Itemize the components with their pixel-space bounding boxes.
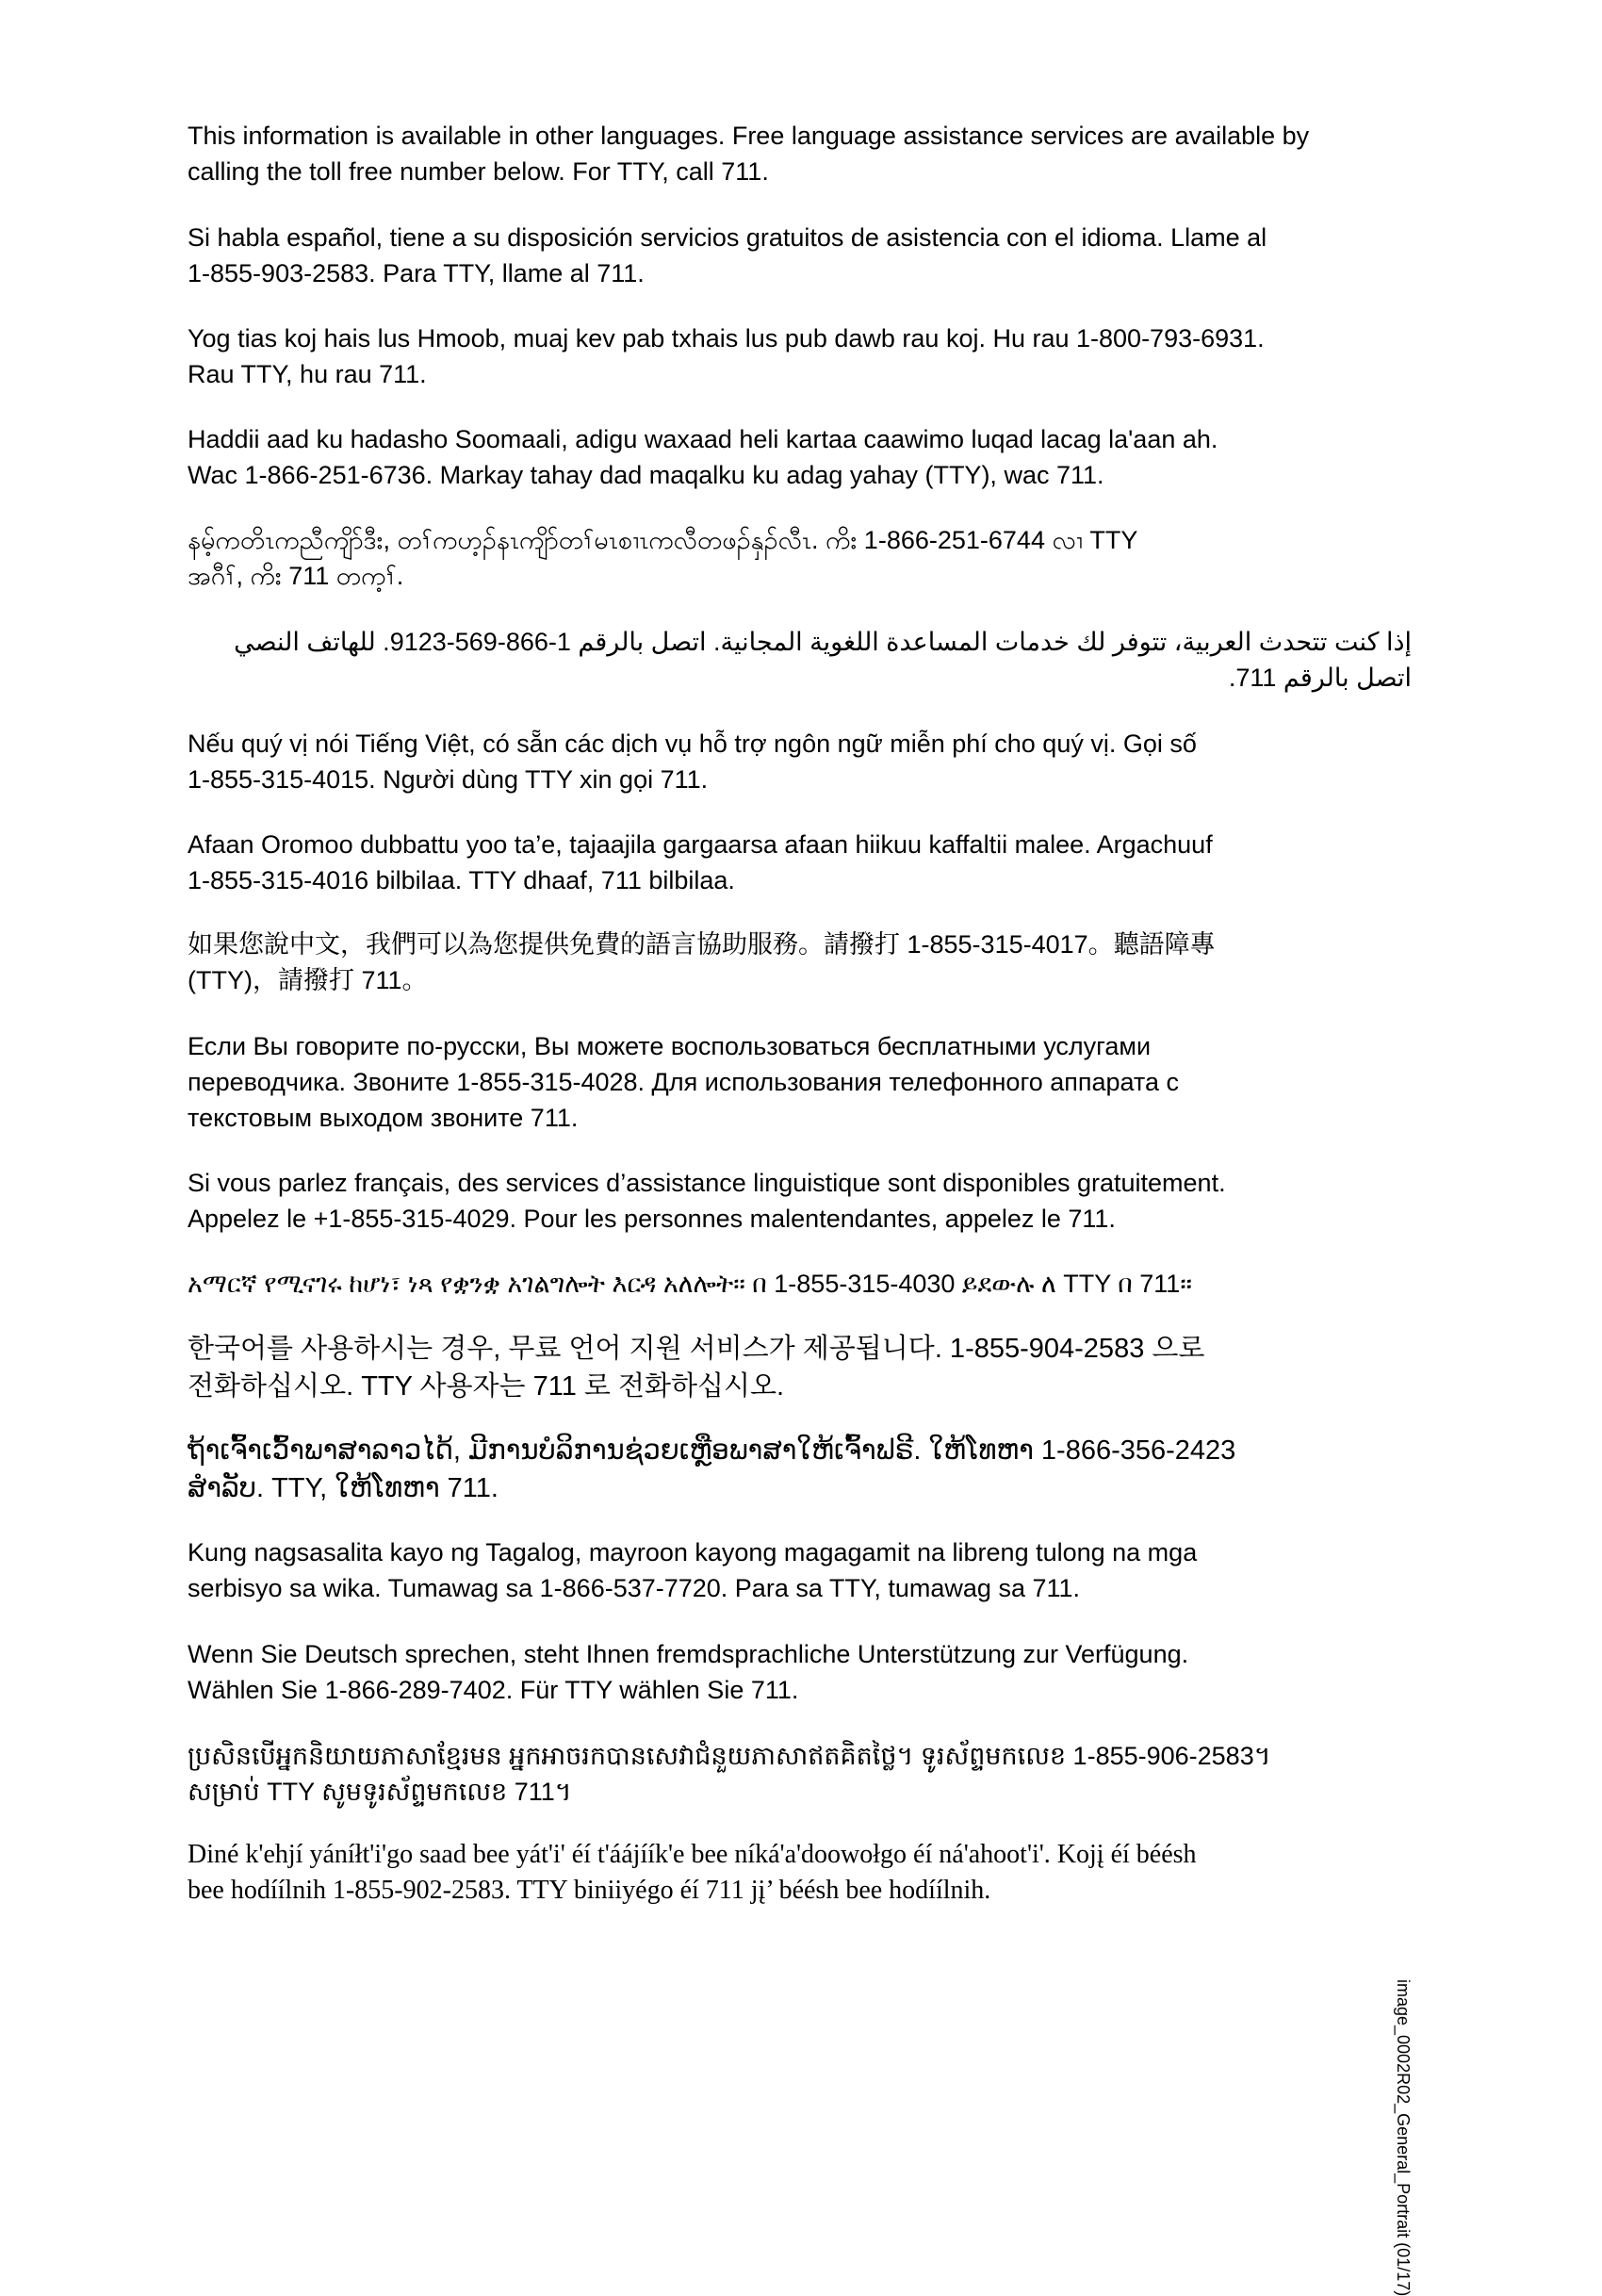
paragraph-karen: နမ့်ကတိၤကညီကျိာ်ဒီး, တၢ်ကဟ့ၣ်နၤကျိာ်တၢ်မၤစၢၤကလီတဖၣ်နှၣ်လီၤ. ကိး 1-866-251-6744 လၢ TTY အဂီၢ်, ကိး 711 တက့ၢ်.: [188, 526, 1138, 590]
paragraph-spanish: Si habla español, tiene a su disposición servicios gratuitos de asistencia con el idioma. Llame al 1-855-903-2583. Para TTY, llame al 711.: [188, 223, 1267, 287]
paragraph-english: This information is available in other languages. Free language assistance services are available by calling the toll free number below. For TTY, call 711.: [188, 122, 1310, 186]
paragraph-russian: Если Вы говорите по-русски, Вы можете воспользоваться бесплатными услугами переводчика. Звоните 1-855-315-4028. Для использования телефонного аппарата с текстовым выходом звоните 711.: [188, 1032, 1180, 1132]
paragraph-korean: 한국어를 사용하시는 경우, 무료 언어 지원 서비스가 제공됩니다. 1-855-904-2583 으로 전화하십시오. TTY 사용자는 711 로 전화하십시오.: [188, 1334, 1205, 1402]
paragraph-arabic: إذا كنت تتحدث العربية، تتوفر لك خدمات المساعدة اللغوية المجانية. اتصل بالرقم 1-866-569-9123. للهاتف النصي اتصل بالرقم 711.: [234, 628, 1412, 692]
paragraph-navajo: Diné k'ehjí yáníłt'i'go saad bee yát'i' éí t'áájíík'e bee níká'a'doowołgo éí ná'ahoot'i'. Kojį éí béésh bee hodíílnih 1-855-902-2583. TTY biniiyégo éí 711 jį’ béésh bee hodíílnih.: [188, 1840, 1197, 1905]
paragraph-tagalog: Kung nagsasalita kayo ng Tagalog, mayroon kayong magagamit na libreng tulong na mga serbisyo sa wika. Tumawag sa 1-866-537-7720. Para sa TTY, tumawag sa 711.: [188, 1538, 1198, 1602]
paragraph-french: Si vous parlez français, des services d’assistance linguistique sont disponibles gratuitement. Appelez le +1-855-315-4029. Pour les personnes malentendantes, appelez le 711.: [188, 1169, 1226, 1233]
paragraph-chinese: 如果您說中文，我們可以為您提供免費的語言協助服務。請撥打 1-855-315-4017。聽語障專 (TTY)，請撥打 711。: [188, 930, 1216, 994]
paragraph-lao: ຖ້າເຈົ້າເວົ້າພາສາລາວໄດ້, ມີການບໍລິການຊ່ວຍເຫຼືອພາສາໃຫ້ເຈົ້າຟຣີ. ໃຫ້ໂທຫາ 1-866-356-2423 ສໍາລັບ. TTY, ໃຫ້ໂທຫາ 711.: [188, 1435, 1236, 1503]
paragraph-vietnamese: Nếu quý vị nói Tiếng Việt, có sẵn các dịch vụ hỗ trợ ngôn ngữ miễn phí cho quý vị. Gọi số 1-855-315-4015. Người dùng TTY xin gọi 711.: [188, 730, 1197, 794]
paragraph-german: Wenn Sie Deutsch sprechen, steht Ihnen fremdsprachliche Unterstützung zur Verfügung. Wählen Sie 1-866-289-7402. Für TTY wählen Sie 711.: [188, 1640, 1189, 1704]
paragraph-amharic: አማርኛ የሚናገሩ ከሆነ፣ ነጻ የቋንቋ አገልግሎት እርዳ አለሎት። በ 1-855-315-4030 ይደውሉ ለ TTY በ 711።: [188, 1270, 1192, 1298]
paragraph-hmong: Yog tias koj hais lus Hmoob, muaj kev pab txhais lus pub dawb rau koj. Hu rau 1-800-793-6931. Rau TTY, hu rau 711.: [188, 324, 1265, 388]
document-id-label: image_0002R02_General_Portrait (01/17): [1394, 1979, 1413, 2296]
paragraph-somali: Haddii aad ku hadasho Soomaali, adigu waxaad heli kartaa caawimo luqad lacag la'aan ah. Wac 1-866-251-6736. Markay tahay dad maqalku ku adag yahay (TTY), wac 711.: [188, 425, 1218, 489]
paragraph-oromo: Afaan Oromoo dubbattu yoo ta’e, tajaajila gargaarsa afaan hiikuu kaffaltii malee. Argachuuf 1-855-315-4016 bilbilaa. TTY dhaaf, 711 bilbilaa.: [188, 830, 1213, 894]
paragraph-khmer: ប្រសិនបើអ្នកនិយាយភាសាខ្មែរមន អ្នកអាចរកបានសេវាជំនួយភាសាឥតគិតថ្លៃ។ ទូរស័ព្ទមកលេខ 1-855-906-2583។ សម្រាប់ TTY សូមទូរស័ព្ទមកលេខ 711។: [188, 1742, 1271, 1806]
